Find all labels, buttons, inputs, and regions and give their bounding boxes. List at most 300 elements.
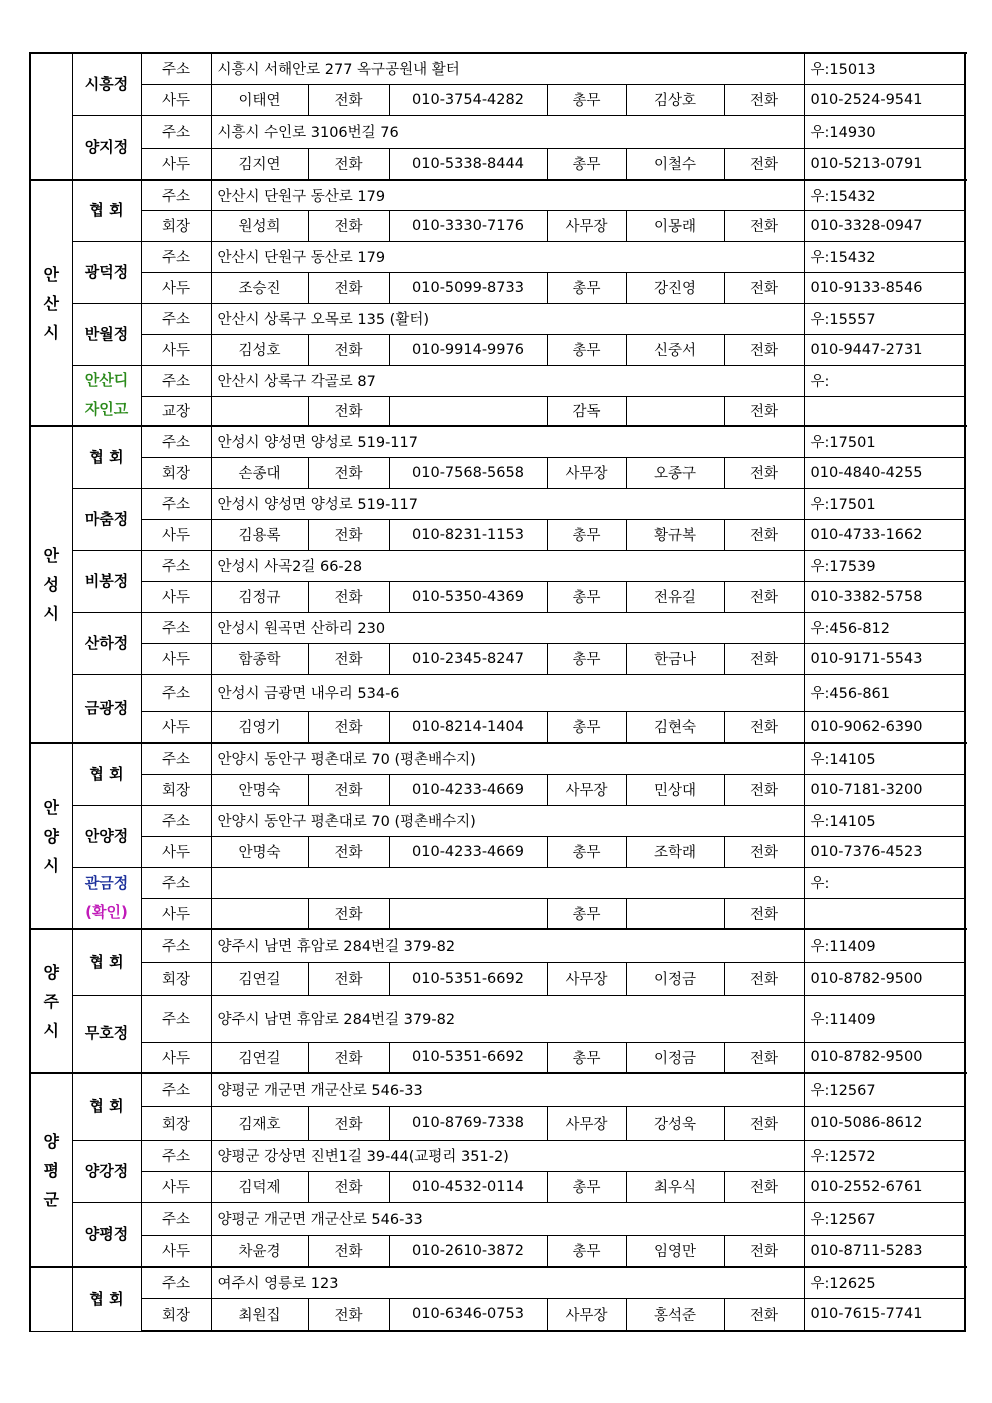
- address-row: [30, 805, 965, 836]
- role-label: 사두: [141, 643, 211, 674]
- phone-label: 전화: [308, 1171, 389, 1202]
- mobile-value: 010-9447-2731: [804, 334, 965, 365]
- phone-label: 전화: [724, 581, 804, 612]
- address-label: 주소: [141, 550, 211, 581]
- officer-name: 조학래: [626, 836, 724, 867]
- address-value: 시흥시 서해안로 277 옥구공원내 활터: [211, 53, 804, 84]
- mobile-value: 010-8231-1153: [389, 519, 547, 550]
- mobile-value: 010-3754-4282: [389, 84, 547, 115]
- postal-code: 우:15013: [804, 53, 965, 84]
- phone-label: 전화: [724, 962, 804, 995]
- mobile-value: 010-8782-9500: [804, 962, 965, 995]
- club-name-cell: [72, 743, 141, 805]
- postal-code: 우:17539: [804, 550, 965, 581]
- role-label: 사두: [141, 1171, 211, 1202]
- phone-label: 전화: [308, 210, 389, 241]
- address-value: 양주시 남면 휴암로 284번길 379-82: [211, 995, 804, 1042]
- club-name-cell: [72, 995, 141, 1073]
- mobile-value: 010-5213-0791: [804, 148, 965, 180]
- club-directory-table: [29, 52, 966, 1332]
- club-name-cell: [72, 1202, 141, 1267]
- address-row: [30, 929, 965, 962]
- role-label: 총무: [547, 898, 626, 929]
- phone-label: 전화: [724, 836, 804, 867]
- address-value: [211, 867, 804, 898]
- officer-row: [30, 334, 965, 365]
- address-label: 주소: [141, 241, 211, 272]
- address-value: 시흥시 수인로 3106번길 76: [211, 115, 804, 148]
- officer-name: [626, 898, 724, 929]
- mobile-value: 010-5350-4369: [389, 581, 547, 612]
- role-label: 회장: [141, 774, 211, 805]
- address-row: [30, 180, 965, 210]
- officer-name: 홍석준: [626, 1298, 724, 1331]
- role-label: 총무: [547, 272, 626, 303]
- officer-name: 한금나: [626, 643, 724, 674]
- address-row: [30, 365, 965, 396]
- mobile-value: 010-9914-9976: [389, 334, 547, 365]
- mobile-value: 010-8782-9500: [804, 1042, 965, 1073]
- club-name-cell: [72, 550, 141, 612]
- mobile-value: [389, 396, 547, 426]
- phone-label: 전화: [724, 774, 804, 805]
- club-name-cell: [72, 1267, 141, 1331]
- mobile-value: 010-5351-6692: [389, 1042, 547, 1073]
- phone-label: 전화: [308, 836, 389, 867]
- postal-code: 우:15432: [804, 241, 965, 272]
- role-label: 사두: [141, 898, 211, 929]
- officer-row: [30, 1235, 965, 1267]
- address-label: 주소: [141, 1140, 211, 1171]
- role-label: 사무장: [547, 1298, 626, 1331]
- mobile-value: 010-9133-8546: [804, 272, 965, 303]
- role-label: 사무장: [547, 210, 626, 241]
- address-row: [30, 1267, 965, 1298]
- mobile-value: 010-6346-0753: [389, 1298, 547, 1331]
- club-name-line: 광덕정: [84, 262, 129, 281]
- club-name-cell: [72, 867, 141, 929]
- city-name: 안양시: [43, 797, 59, 875]
- officer-name: 강진영: [626, 272, 724, 303]
- address-row: [30, 303, 965, 334]
- phone-label: 전화: [724, 457, 804, 488]
- phone-label: 전화: [308, 1106, 389, 1140]
- officer-name: [211, 898, 308, 929]
- role-label: 총무: [547, 643, 626, 674]
- mobile-value: 010-3382-5758: [804, 581, 965, 612]
- officer-row: [30, 962, 965, 995]
- officer-name: 손종대: [211, 457, 308, 488]
- club-name-line: (확인): [85, 902, 128, 921]
- officer-name: 이태연: [211, 84, 308, 115]
- mobile-value: 010-4733-1662: [804, 519, 965, 550]
- officer-row: [30, 84, 965, 115]
- role-label: 총무: [547, 334, 626, 365]
- role-label: 총무: [547, 519, 626, 550]
- address-label: 주소: [141, 929, 211, 962]
- mobile-value: 010-4233-4669: [389, 836, 547, 867]
- phone-label: 전화: [308, 334, 389, 365]
- mobile-value: 010-5086-8612: [804, 1106, 965, 1140]
- address-row: [30, 1202, 965, 1235]
- role-label: 사무장: [547, 1106, 626, 1140]
- officer-name: 김현숙: [626, 711, 724, 743]
- address-value: 안산시 단원구 동산로 179: [211, 241, 804, 272]
- address-value: 여주시 영릉로 123: [211, 1267, 804, 1298]
- mobile-value: 010-7568-5658: [389, 457, 547, 488]
- club-name-cell: [72, 1140, 141, 1202]
- address-value: 안산시 단원구 동산로 179: [211, 180, 804, 210]
- officer-name: 김성호: [211, 334, 308, 365]
- officer-row: [30, 711, 965, 743]
- officer-name: 김덕제: [211, 1171, 308, 1202]
- club-name-cell: [72, 488, 141, 550]
- club-name-cell: [72, 674, 141, 743]
- address-label: 주소: [141, 426, 211, 457]
- officer-row: [30, 1171, 965, 1202]
- postal-code: 우:456-812: [804, 612, 965, 643]
- club-name-line: 산하정: [84, 633, 129, 652]
- club-name-line: 협 회: [89, 952, 124, 971]
- role-label: 총무: [547, 148, 626, 180]
- officer-row: [30, 457, 965, 488]
- phone-label: 전화: [724, 519, 804, 550]
- officer-name: 이정금: [626, 962, 724, 995]
- role-label: 회장: [141, 457, 211, 488]
- officer-name: 김재호: [211, 1106, 308, 1140]
- phone-label: 전화: [308, 581, 389, 612]
- address-row: [30, 1140, 965, 1171]
- mobile-value: [804, 898, 965, 929]
- role-label: 사두: [141, 711, 211, 743]
- club-name-line: 협 회: [89, 447, 124, 466]
- city-cell: [30, 1073, 72, 1267]
- mobile-value: 010-3330-7176: [389, 210, 547, 241]
- city-cell: [30, 53, 72, 180]
- club-name-line: 협 회: [89, 764, 124, 783]
- address-label: 주소: [141, 180, 211, 210]
- phone-label: 전화: [724, 272, 804, 303]
- officer-name: 이철수: [626, 148, 724, 180]
- officer-row: [30, 1298, 965, 1331]
- postal-code: 우:456-861: [804, 674, 965, 711]
- mobile-value: 010-8769-7338: [389, 1106, 547, 1140]
- mobile-value: 010-2345-8247: [389, 643, 547, 674]
- city-name: 안성시: [43, 546, 59, 623]
- address-label: 주소: [141, 1267, 211, 1298]
- address-label: 주소: [141, 488, 211, 519]
- role-label: 사두: [141, 84, 211, 115]
- role-label: 사두: [141, 836, 211, 867]
- city-name: 양주시: [43, 962, 59, 1040]
- mobile-value: [389, 898, 547, 929]
- mobile-value: 010-7615-7741: [804, 1298, 965, 1331]
- club-name-line: 협 회: [89, 201, 124, 220]
- phone-label: 전화: [308, 1042, 389, 1073]
- phone-label: 전화: [724, 396, 804, 426]
- officer-name: 김지연: [211, 148, 308, 180]
- officer-name: 김정규: [211, 581, 308, 612]
- phone-label: 전화: [724, 210, 804, 241]
- club-name-line: 자인고: [84, 400, 129, 419]
- role-label: 사두: [141, 148, 211, 180]
- phone-label: 전화: [724, 1106, 804, 1140]
- officer-name: 최원집: [211, 1298, 308, 1331]
- address-value: 안성시 양성면 양성로 519-117: [211, 426, 804, 457]
- officer-name: 민상대: [626, 774, 724, 805]
- mobile-value: 010-5099-8733: [389, 272, 547, 303]
- club-name-line: 무호정: [84, 1024, 129, 1043]
- role-label: 교장: [141, 396, 211, 426]
- address-value: 안양시 동안구 평촌대로 70 (평촌배수지): [211, 805, 804, 836]
- officer-row: [30, 210, 965, 241]
- club-name-cell: [72, 53, 141, 115]
- role-label: 사무장: [547, 457, 626, 488]
- address-row: [30, 53, 965, 84]
- mobile-value: 010-5351-6692: [389, 962, 547, 995]
- phone-label: 전화: [724, 643, 804, 674]
- address-label: 주소: [141, 1202, 211, 1235]
- role-label: 총무: [547, 711, 626, 743]
- phone-label: 전화: [308, 1298, 389, 1331]
- address-row: [30, 550, 965, 581]
- officer-row: [30, 519, 965, 550]
- club-name-line: 마춤정: [84, 509, 129, 528]
- club-name-cell: [72, 1073, 141, 1140]
- address-value: 안성시 사곡2길 66-28: [211, 550, 804, 581]
- officer-name: 김연길: [211, 962, 308, 995]
- phone-label: 전화: [308, 272, 389, 303]
- address-value: 안산시 상록구 각골로 87: [211, 365, 804, 396]
- phone-label: 전화: [724, 1298, 804, 1331]
- phone-label: 전화: [308, 519, 389, 550]
- address-row: [30, 995, 965, 1042]
- officer-row: [30, 643, 965, 674]
- postal-code: 우:12572: [804, 1140, 965, 1171]
- city-cell: [30, 426, 72, 743]
- officer-row: [30, 581, 965, 612]
- club-name-line: 협 회: [89, 1289, 124, 1308]
- officer-name: 전유길: [626, 581, 724, 612]
- role-label: 총무: [547, 836, 626, 867]
- role-label: 사두: [141, 272, 211, 303]
- postal-code: 우:17501: [804, 426, 965, 457]
- mobile-value: 010-8711-5283: [804, 1235, 965, 1267]
- club-name-line: 양평정: [84, 1224, 129, 1243]
- club-name-line: 관금정: [84, 873, 129, 892]
- phone-label: 전화: [724, 1235, 804, 1267]
- postal-code: 우:14105: [804, 805, 965, 836]
- address-label: 주소: [141, 303, 211, 334]
- officer-name: 안명숙: [211, 836, 308, 867]
- address-row: [30, 488, 965, 519]
- role-label: 회장: [141, 1298, 211, 1331]
- role-label: 총무: [547, 1171, 626, 1202]
- postal-code: 우:11409: [804, 929, 965, 962]
- address-row: [30, 867, 965, 898]
- address-label: 주소: [141, 995, 211, 1042]
- officer-row: [30, 1042, 965, 1073]
- officer-name: 이정금: [626, 1042, 724, 1073]
- address-label: 주소: [141, 612, 211, 643]
- address-label: 주소: [141, 53, 211, 84]
- club-name-line: 시흥정: [84, 74, 129, 93]
- address-value: 안성시 원곡면 산하리 230: [211, 612, 804, 643]
- club-name-cell: [72, 241, 141, 303]
- city-cell: [30, 929, 72, 1073]
- club-name-line: 안양정: [84, 826, 129, 845]
- postal-code: 우:17501: [804, 488, 965, 519]
- officer-row: [30, 396, 965, 426]
- officer-name: 원성희: [211, 210, 308, 241]
- mobile-value: 010-4840-4255: [804, 457, 965, 488]
- address-label: 주소: [141, 867, 211, 898]
- address-value: 안성시 금광면 내우리 534-6: [211, 674, 804, 711]
- mobile-value: 010-2552-6761: [804, 1171, 965, 1202]
- address-value: 안양시 동안구 평촌대로 70 (평촌배수지): [211, 743, 804, 774]
- club-name-line: 양강정: [84, 1161, 129, 1180]
- postal-code: 우:: [804, 365, 965, 396]
- phone-label: 전화: [724, 334, 804, 365]
- club-name-line: 반월정: [84, 324, 129, 343]
- address-label: 주소: [141, 805, 211, 836]
- phone-label: 전화: [724, 1042, 804, 1073]
- role-label: 총무: [547, 581, 626, 612]
- address-label: 주소: [141, 365, 211, 396]
- address-value: 양평군 강상면 진변1길 39-44(교평리 351-2): [211, 1140, 804, 1171]
- phone-label: 전화: [308, 774, 389, 805]
- city-name: 안산시: [43, 264, 59, 342]
- role-label: 총무: [547, 1235, 626, 1267]
- postal-code: 우:: [804, 867, 965, 898]
- club-name-line: 양지정: [84, 137, 129, 156]
- club-name-line: 비봉정: [84, 571, 129, 590]
- role-label: 총무: [547, 84, 626, 115]
- postal-code: 우:15557: [804, 303, 965, 334]
- role-label: 감독: [547, 396, 626, 426]
- club-name-cell: [72, 426, 141, 488]
- address-value: 안성시 양성면 양성로 519-117: [211, 488, 804, 519]
- officer-name: [211, 396, 308, 426]
- mobile-value: 010-8214-1404: [389, 711, 547, 743]
- address-row: [30, 1073, 965, 1106]
- postal-code: 우:11409: [804, 995, 965, 1042]
- phone-label: 전화: [724, 1171, 804, 1202]
- officer-name: 황규복: [626, 519, 724, 550]
- officer-row: [30, 272, 965, 303]
- phone-label: 전화: [308, 84, 389, 115]
- role-label: 사두: [141, 519, 211, 550]
- role-label: 사두: [141, 1235, 211, 1267]
- address-row: [30, 743, 965, 774]
- club-name-cell: [72, 115, 141, 180]
- address-label: 주소: [141, 743, 211, 774]
- phone-label: 전화: [724, 898, 804, 929]
- phone-label: 전화: [308, 396, 389, 426]
- role-label: 사무장: [547, 962, 626, 995]
- phone-label: 전화: [308, 457, 389, 488]
- officer-name: 함종학: [211, 643, 308, 674]
- officer-name: 김연길: [211, 1042, 308, 1073]
- role-label: 회장: [141, 962, 211, 995]
- address-label: 주소: [141, 674, 211, 711]
- officer-name: 강성욱: [626, 1106, 724, 1140]
- role-label: 사두: [141, 581, 211, 612]
- address-label: 주소: [141, 1073, 211, 1106]
- city-cell: [30, 1267, 72, 1331]
- phone-label: 전화: [308, 898, 389, 929]
- role-label: 회장: [141, 1106, 211, 1140]
- phone-label: 전화: [724, 711, 804, 743]
- address-label: 주소: [141, 115, 211, 148]
- officer-row: [30, 774, 965, 805]
- mobile-value: 010-3328-0947: [804, 210, 965, 241]
- officer-row: [30, 148, 965, 180]
- postal-code: 우:12567: [804, 1073, 965, 1106]
- officer-name: 안명숙: [211, 774, 308, 805]
- address-value: 안산시 상록구 오목로 135 (활터): [211, 303, 804, 334]
- club-name-cell: [72, 303, 141, 365]
- officer-name: [626, 396, 724, 426]
- officer-name: 김용록: [211, 519, 308, 550]
- phone-label: 전화: [308, 148, 389, 180]
- officer-row: [30, 836, 965, 867]
- role-label: 사두: [141, 1042, 211, 1073]
- officer-name: 최우식: [626, 1171, 724, 1202]
- address-row: [30, 674, 965, 711]
- officer-row: [30, 1106, 965, 1140]
- mobile-value: 010-2610-3872: [389, 1235, 547, 1267]
- officer-name: 이몽래: [626, 210, 724, 241]
- club-name-line: 금광정: [84, 698, 129, 717]
- role-label: 총무: [547, 1042, 626, 1073]
- mobile-value: 010-7181-3200: [804, 774, 965, 805]
- address-row: [30, 241, 965, 272]
- phone-label: 전화: [308, 643, 389, 674]
- address-row: [30, 612, 965, 643]
- address-row: [30, 426, 965, 457]
- club-name-cell: [72, 805, 141, 867]
- phone-label: 전화: [308, 711, 389, 743]
- city-name: 양평군: [43, 1131, 59, 1209]
- phone-label: 전화: [724, 84, 804, 115]
- address-row: [30, 115, 965, 148]
- officer-name: 오종구: [626, 457, 724, 488]
- mobile-value: 010-4532-0114: [389, 1171, 547, 1202]
- role-label: 사무장: [547, 774, 626, 805]
- postal-code: 우:12567: [804, 1202, 965, 1235]
- officer-row: [30, 898, 965, 929]
- phone-label: 전화: [308, 962, 389, 995]
- phone-label: 전화: [724, 148, 804, 180]
- mobile-value: 010-5338-8444: [389, 148, 547, 180]
- role-label: 회장: [141, 210, 211, 241]
- officer-name: 조승진: [211, 272, 308, 303]
- club-name-cell: [72, 365, 141, 426]
- city-cell: [30, 743, 72, 929]
- club-name-line: 협 회: [89, 1097, 124, 1116]
- address-value: 양평군 개군면 개군산로 546-33: [211, 1073, 804, 1106]
- postal-code: 우:14930: [804, 115, 965, 148]
- mobile-value: 010-9062-6390: [804, 711, 965, 743]
- club-name-cell: [72, 929, 141, 995]
- mobile-value: 010-9171-5543: [804, 643, 965, 674]
- phone-label: 전화: [308, 1235, 389, 1267]
- mobile-value: 010-4233-4669: [389, 774, 547, 805]
- mobile-value: [804, 396, 965, 426]
- city-cell: [30, 180, 72, 426]
- postal-code: 우:14105: [804, 743, 965, 774]
